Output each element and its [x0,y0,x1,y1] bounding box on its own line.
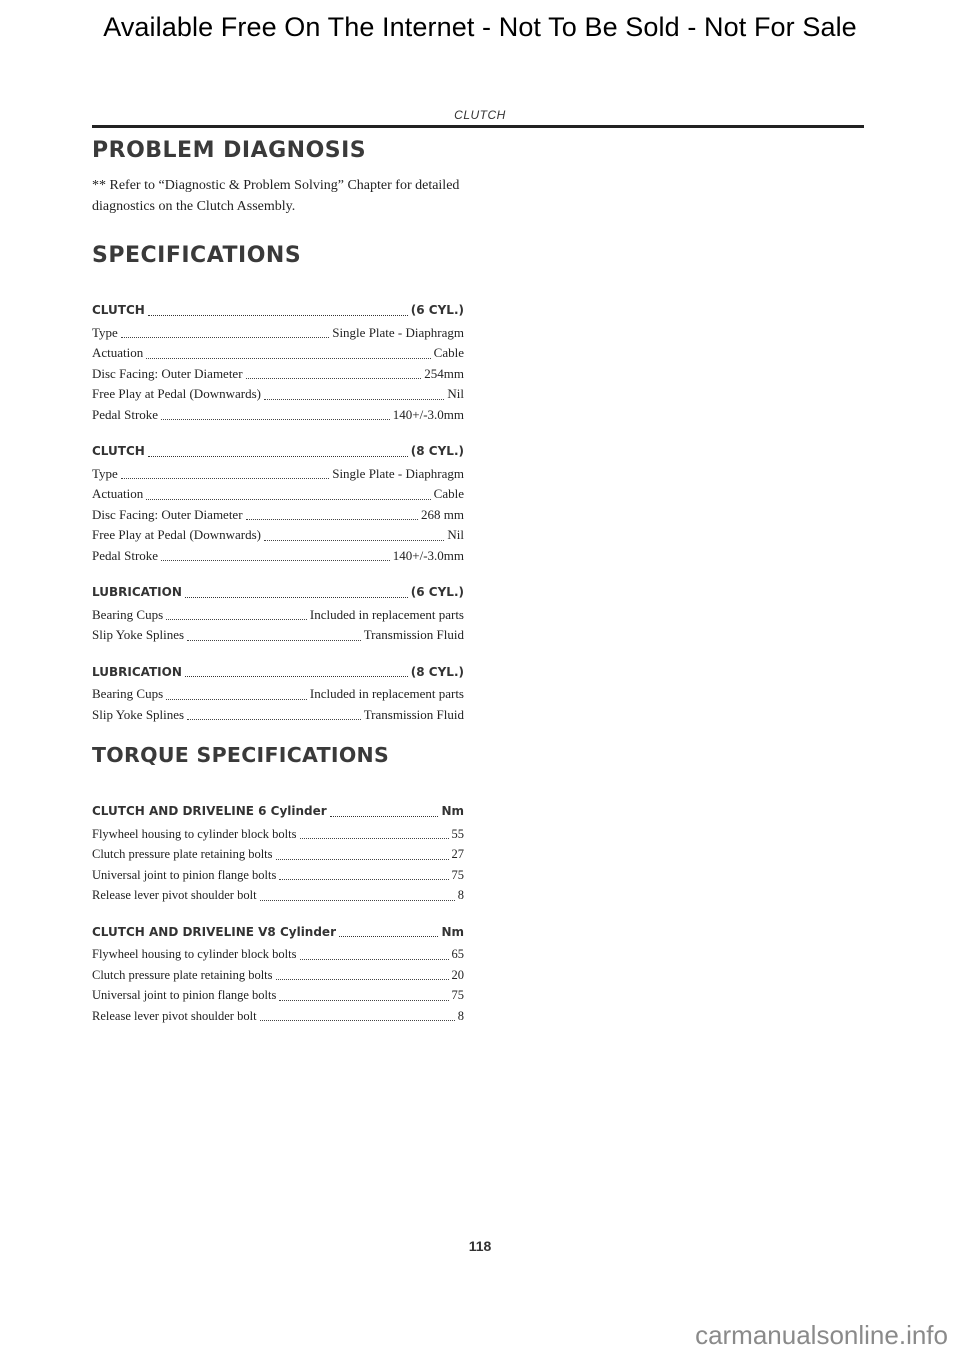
spec-row: Actuation Cable [92,345,464,360]
content-column [92,138,464,1026]
spec-group-header: CLUTCH (6 CYL.) [92,303,464,317]
spec-row: Slip Yoke Splines Transmission Fluid [92,706,464,722]
specifications-title: SPECIFICATIONS [92,243,302,268]
spec-row: Actuation Cable [92,486,464,501]
spec-group-lubrication-6cyl [92,582,464,646]
spec-row: Slip Yoke Splines Transmission Fluid [92,627,464,642]
torque-group-6cyl [92,801,464,906]
watermark-banner: Available Free On The Internet - Not To Be Sold - Not For Sale [103,12,857,42]
problem-diagnosis-title: PROBLEM DIAGNOSIS [92,138,367,163]
header-rule [92,125,864,128]
spec-row: Bearing Cups Included in replacement parts [92,606,464,622]
spec-row: Pedal Stroke 140+/-3.0mm [92,406,464,422]
spec-row: Free Play at Pedal (Downwards) Nil [92,527,464,542]
running-head: CLUTCH [454,108,506,122]
torque-row: Release lever pivot shoulder bolt 8 [92,1008,464,1023]
spec-group-lubrication-8cyl [92,662,464,726]
spec-group-clutch-6cyl [92,300,464,425]
torque-row: Flywheel housing to cylinder block bolts 65 [92,947,464,961]
spec-row: Disc Facing: Outer Diameter 254mm [92,365,464,381]
diagnosis-note: ** Refer to “Diagnostic & Problem Solving” Chapter for detailed diagnostics on the Clutch Assembly. [92,178,460,214]
spec-row: Pedal Stroke 140+/-3.0mm [92,547,464,563]
torque-row: Universal joint to pinion flange bolts 75 [92,867,464,882]
spec-group-header: CLUTCH (8 CYL.) [92,444,464,458]
torque-group-header: CLUTCH AND DRIVELINE V8 Cylinder Nm [92,924,464,939]
torque-row: Flywheel housing to cylinder block bolts 55 [92,826,464,841]
torque-row: Clutch pressure plate retaining bolts 27 [92,847,464,861]
page-number: 118 [468,1238,492,1254]
torque-specifications-title: TORQUE SPECIFICATIONS [92,743,390,767]
torque-row: Release lever pivot shoulder bolt 8 [92,888,464,902]
torque-row: Universal joint to pinion flange bolts 75 [92,988,464,1002]
torque-group-header: CLUTCH AND DRIVELINE 6 Cylinder Nm [92,804,464,818]
spec-row: Type Single Plate - Diaphragm [92,465,464,481]
torque-row: Clutch pressure plate retaining bolts 20 [92,967,464,982]
spec-row: Disc Facing: Outer Diameter 268 mm [92,506,464,522]
spec-group-header: LUBRICATION (8 CYL.) [92,664,464,679]
spec-group-clutch-8cyl [92,441,464,566]
spec-group-header: LUBRICATION (6 CYL.) [92,585,464,599]
spec-row: Bearing Cups Included in replacement parts [92,686,464,701]
source-watermark: carmanualsonline.info [695,1320,948,1350]
spec-row: Type Single Plate - Diaphragm [92,324,464,340]
torque-group-v8 [92,922,464,1027]
spec-row: Free Play at Pedal (Downwards) Nil [92,386,464,401]
